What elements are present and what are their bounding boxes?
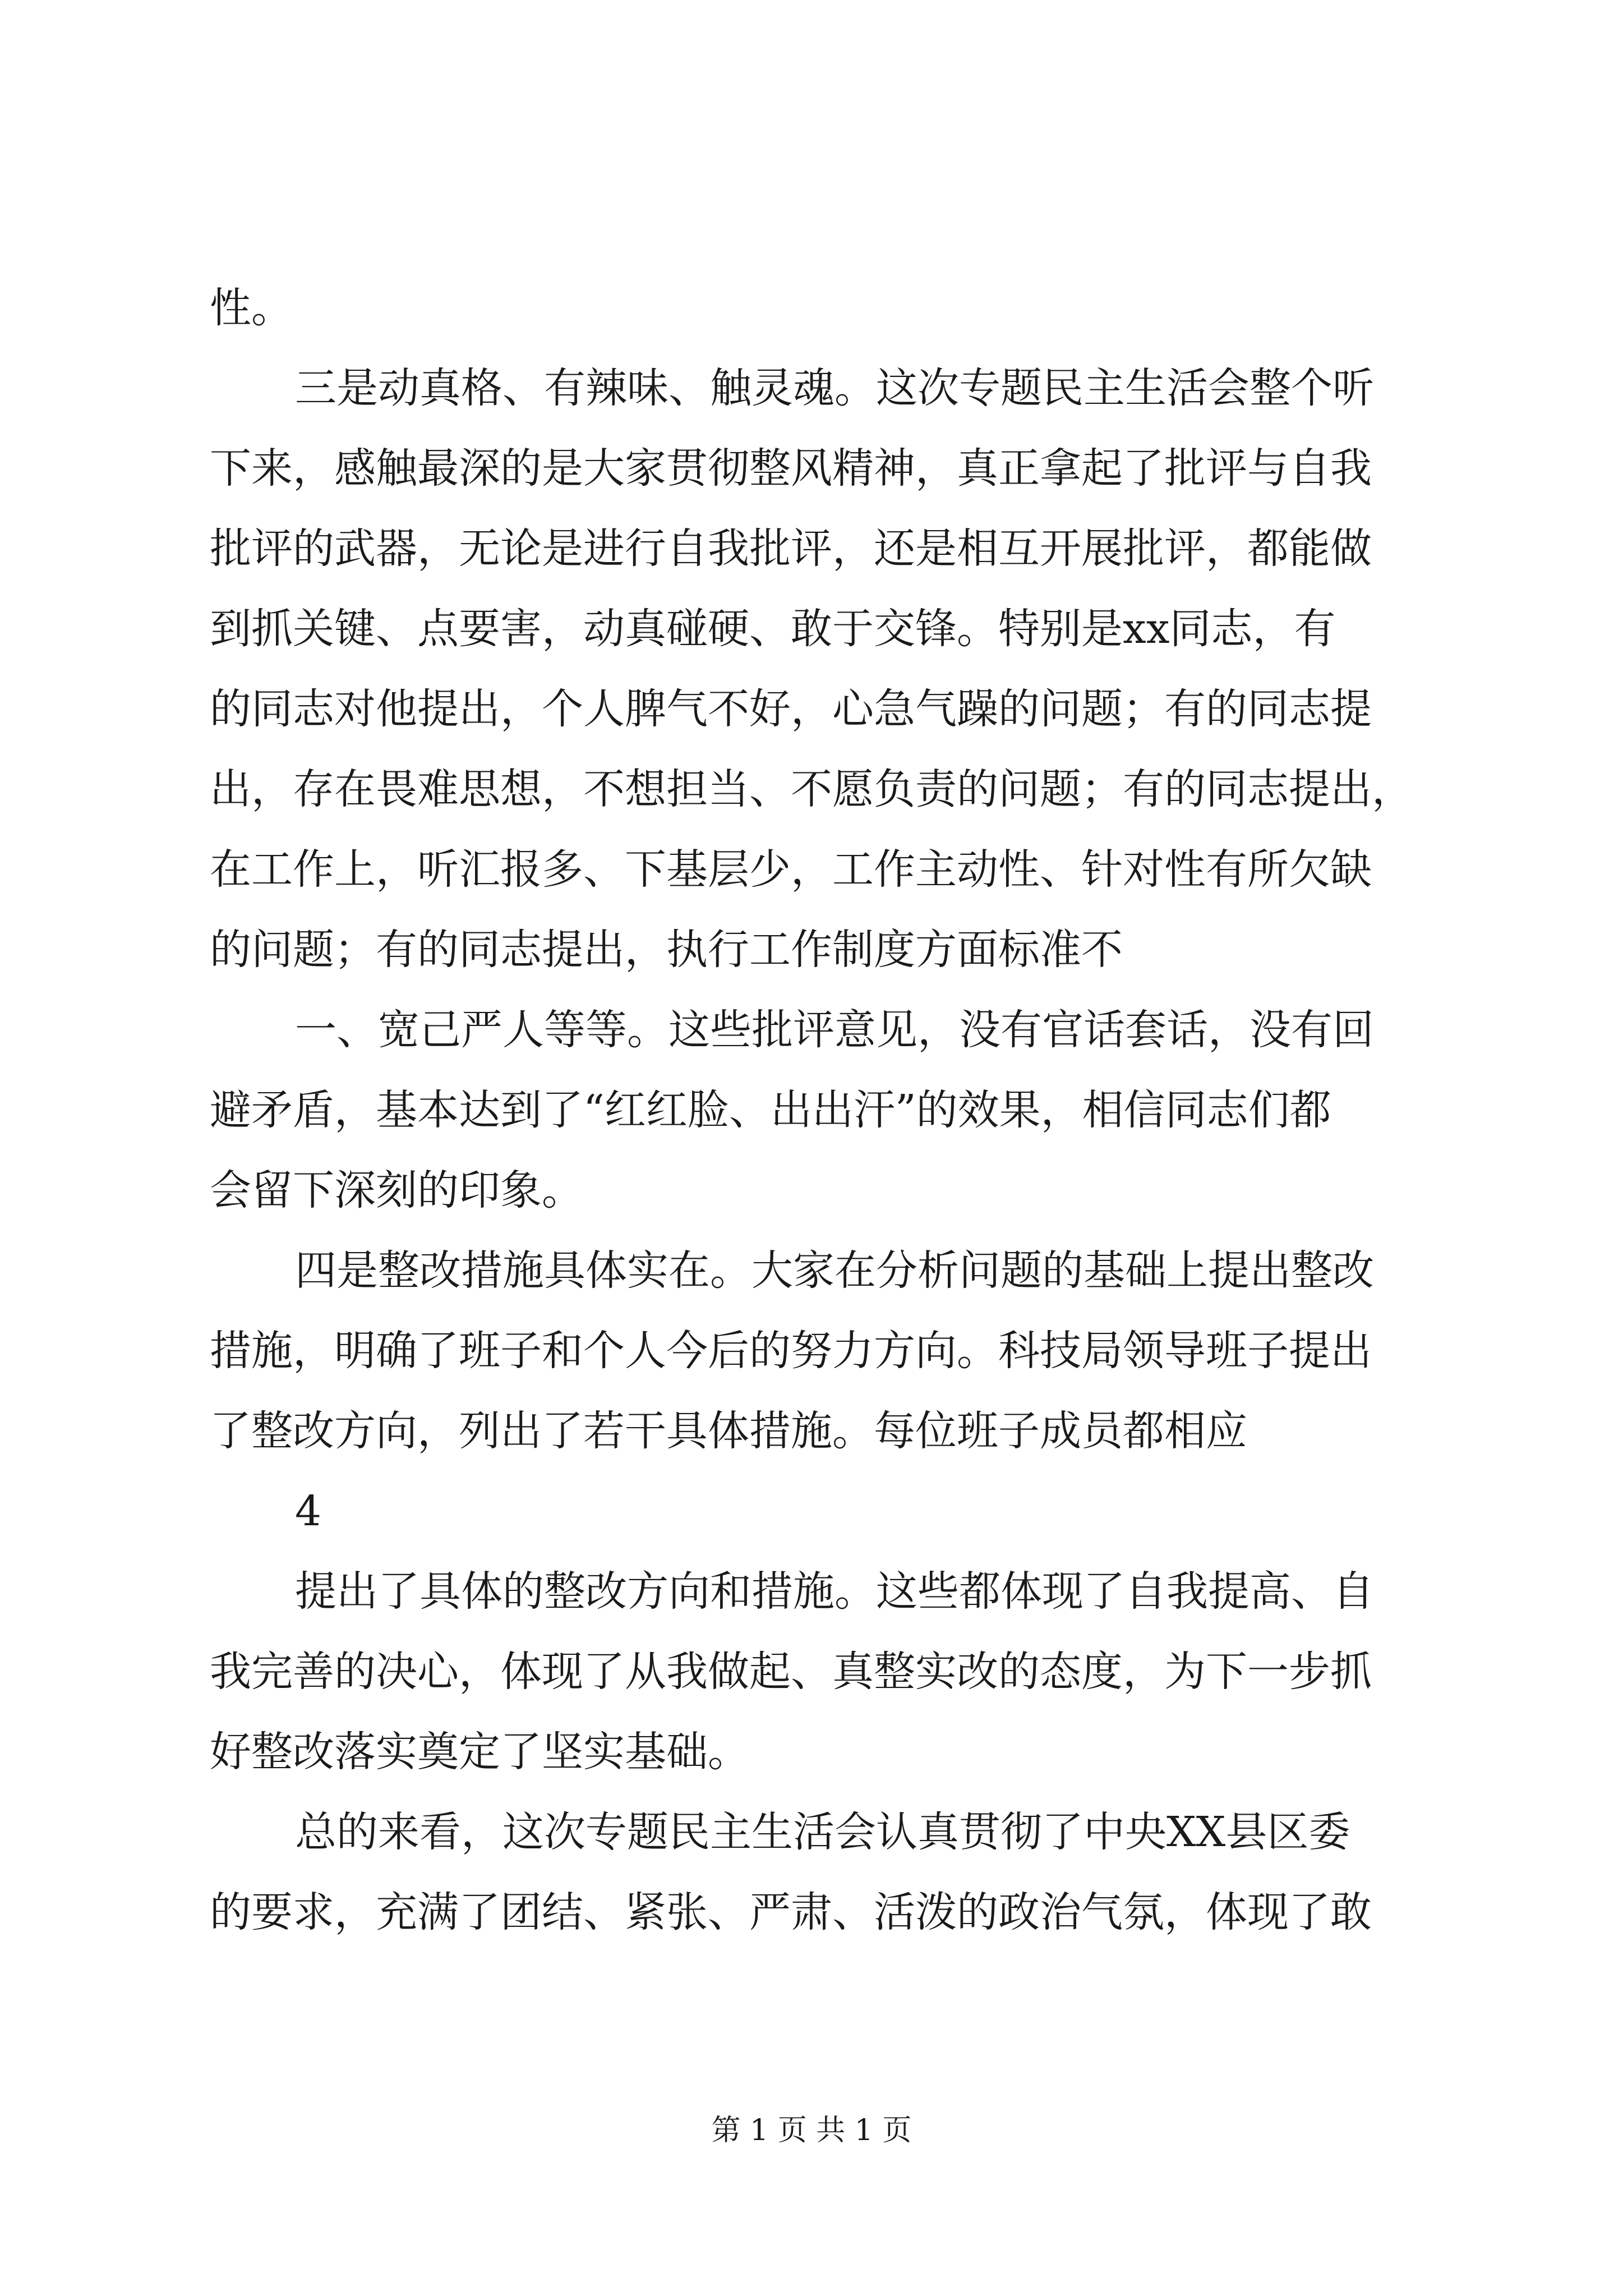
paragraph-start-line: 三是动真格、有辣味、触灵魂。这次专题民主生活会整个听 bbox=[295, 364, 1374, 412]
page-number-inline: 4 bbox=[295, 1487, 322, 1535]
text-line: 批评的武器，无论是进行自我批评，还是相互开展批评，都能做 bbox=[210, 524, 1372, 573]
text-line: 下来，感触最深的是大家贯彻整风精神，真正拿起了批评与自我 bbox=[210, 444, 1372, 493]
paragraph-start-line: 四是整改措施具体实在。大家在分析问题的基础上提出整改 bbox=[295, 1246, 1374, 1295]
paragraph-start-line: 一、宽己严人等等。这些批评意见，没有官话套话，没有回 bbox=[295, 1006, 1374, 1054]
text-line: 到抓关键、点要害，动真碰硬、敢于交锋。特别是xx同志，有 bbox=[210, 605, 1336, 653]
text-line: 性。 bbox=[210, 284, 293, 332]
paragraph-start-line: 总的来看，这次专题民主生活会认真贯彻了中央XX县区委 bbox=[295, 1808, 1350, 1856]
text-line: 在工作上，听汇报多、下基层少，工作主动性、针对性有所欠缺 bbox=[210, 845, 1372, 894]
text-line: 的同志对他提出，个人脾气不好，心急气躁的问题；有的同志提 bbox=[210, 685, 1372, 733]
text-line: 避矛盾，基本达到了“红红脸、出出汗”的效果，相信同志们都 bbox=[210, 1086, 1331, 1134]
text-line: 我完善的决心，体现了从我做起、真整实改的态度，为下一步抓 bbox=[210, 1648, 1372, 1696]
text-line: 出，存在畏难思想，不想担当、不愿负责的问题；有的同志提出， bbox=[210, 765, 1413, 813]
paragraph-start-line: 提出了具体的整改方向和措施。这些都体现了自我提高、自 bbox=[295, 1567, 1374, 1616]
text-line: 好整改落实奠定了坚实基础。 bbox=[210, 1728, 749, 1776]
text-line: 的要求，充满了团结、紧张、严肃、活泼的政治气氛，体现了敢 bbox=[210, 1888, 1372, 1936]
text-line: 了整改方向，列出了若干具体措施。每位班子成员都相应 bbox=[210, 1407, 1247, 1455]
page-footer: 第 1 页 共 1 页 bbox=[711, 2114, 912, 2147]
text-line: 措施，明确了班子和个人今后的努力方向。科技局领导班子提出 bbox=[210, 1327, 1372, 1375]
text-line: 的问题；有的同志提出，执行工作制度方面标准不 bbox=[210, 926, 1123, 974]
text-line: 会留下深刻的印象。 bbox=[210, 1166, 583, 1214]
